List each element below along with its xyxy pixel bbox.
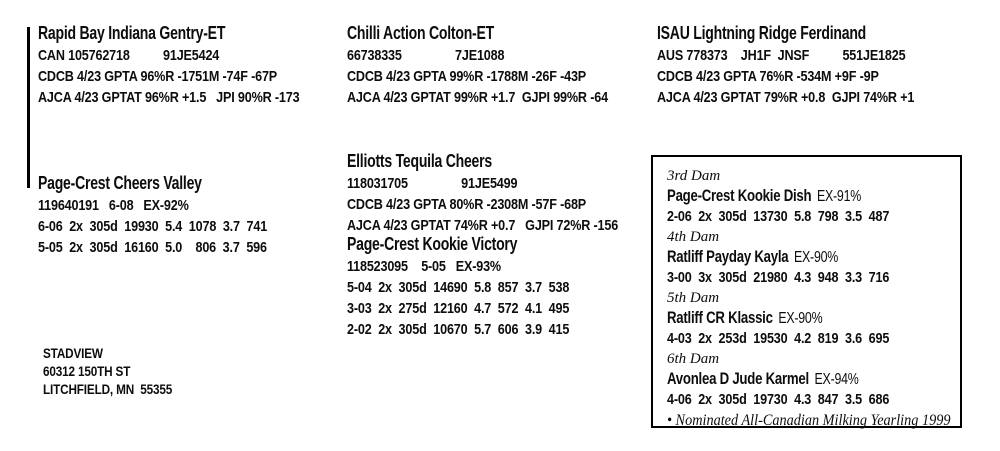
consignor-city-state-zip: LITCHFIELD, MN 55355: [43, 381, 173, 397]
maternal-line-box: [651, 155, 962, 428]
dam-name-line: [667, 308, 897, 329]
all-canadian-note: • Nominated All-Canadian Milking Yearling 1999: [667, 412, 951, 429]
dam-block-center: [347, 233, 612, 340]
lactation-record-line: 2-02 2x 305d 10670 5.7 606 3.9 415: [347, 321, 570, 338]
dam-name: Ratliff CR Klassic: [667, 309, 773, 327]
sire-block-center: [347, 150, 670, 236]
lactation-record-line: 4-06 2x 305d 19730 4.3 847 3.5 686: [667, 391, 890, 408]
animal-name: Chilli Action Colton-ET: [347, 23, 494, 43]
consignor-name: STADVIEW: [43, 345, 103, 361]
ajca-proof-line: AJCA 4/23 GPTAT 99%R +1.7 GJPI 99%R -64: [347, 89, 608, 106]
classification-score: EX-90%: [778, 310, 823, 327]
animal-name: Page-Crest Kookie Victory: [347, 234, 518, 254]
lactation-record-line: 2-06 2x 305d 13730 5.8 798 3.5 487: [667, 208, 890, 225]
dam-name: Ratliff Payday Kayla: [667, 248, 789, 266]
sire-block-top-middle: [347, 22, 658, 108]
cdcb-proof-line: CDCB 4/23 GPTA 76%R -534M +9F -9P: [657, 68, 879, 85]
classification-score: EX-90%: [793, 249, 839, 266]
animal-name: Elliotts Tequila Cheers: [347, 151, 492, 171]
lactation-record-line: 4-03 2x 253d 19530 4.2 819 3.6 695: [667, 330, 890, 347]
lactation-record-line: 6-06 2x 305d 19930 5.4 1078 3.7 741: [38, 218, 268, 235]
registration-line: 66738335 7JE1088: [347, 47, 505, 64]
dam-generation-label: 4th Dam: [667, 229, 720, 245]
lactation-record-line: 5-05 2x 305d 16160 5.0 806 3.7 596: [38, 239, 267, 256]
dam-generation-label: 6th Dam: [667, 351, 720, 367]
dam-name-line: [667, 369, 897, 390]
lactation-record-line: 3-00 3x 305d 21980 4.3 948 3.3 716: [667, 269, 890, 286]
registration-line: CAN 105762718 91JE5424: [38, 47, 220, 64]
consignor-address-block: [43, 344, 197, 398]
cdcb-proof-line: CDCB 4/23 GPTA 96%R -1751M -74F -67P: [38, 68, 278, 85]
ajca-proof-line: AJCA 4/23 GPTAT 74%R +0.7 GJPI 72%R -156: [347, 217, 619, 234]
registration-line: AUS 778373 JH1F JNSF 551JE1825: [657, 47, 906, 64]
dam-name: Page-Crest Kookie Dish: [667, 187, 812, 205]
dam-name-line: [667, 247, 897, 268]
animal-name: ISAU Lightning Ridge Ferdinand: [657, 23, 867, 43]
cdcb-proof-line: CDCB 4/23 GPTA 99%R -1788M -26F -43P: [347, 68, 587, 85]
registration-line: 119640191 6-08 EX-92%: [38, 197, 189, 214]
registration-line: 118523095 5-05 EX-93%: [347, 258, 501, 275]
animal-name: Rapid Bay Indiana Gentry-ET: [38, 23, 226, 43]
ajca-proof-line: AJCA 4/23 GPTAT 96%R +1.5 JPI 90%R -173: [38, 89, 300, 106]
lactation-record-line: 3-03 2x 275d 12160 4.7 572 4.1 495: [347, 300, 570, 317]
lactation-record-line: 5-04 2x 305d 14690 5.8 857 3.7 538: [347, 279, 570, 296]
animal-name: Page-Crest Cheers Valley: [38, 173, 202, 193]
dam-name-line: [667, 186, 897, 207]
dam-name: Avonlea D Jude Karmel: [667, 370, 809, 388]
ajca-proof-line: AJCA 4/23 GPTAT 79%R +0.8 GJPI 74%R +1: [657, 89, 915, 106]
consignor-street: 60312 150TH ST: [43, 363, 131, 379]
cdcb-proof-line: CDCB 4/23 GPTA 80%R -2308M -57F -68P: [347, 196, 587, 213]
dam-generation-label: 3rd Dam: [667, 168, 721, 184]
registration-line: 118031705 91JE5499: [347, 175, 518, 192]
classification-score: EX-94%: [814, 371, 859, 388]
sire-block-top-right: [657, 22, 963, 108]
pedigree-bracket-line: [27, 27, 30, 188]
sire-block-top-left: [38, 22, 349, 108]
dam-generation-label: 5th Dam: [667, 290, 720, 306]
dam-block-left: [38, 172, 311, 258]
classification-score: EX-91%: [816, 188, 862, 205]
